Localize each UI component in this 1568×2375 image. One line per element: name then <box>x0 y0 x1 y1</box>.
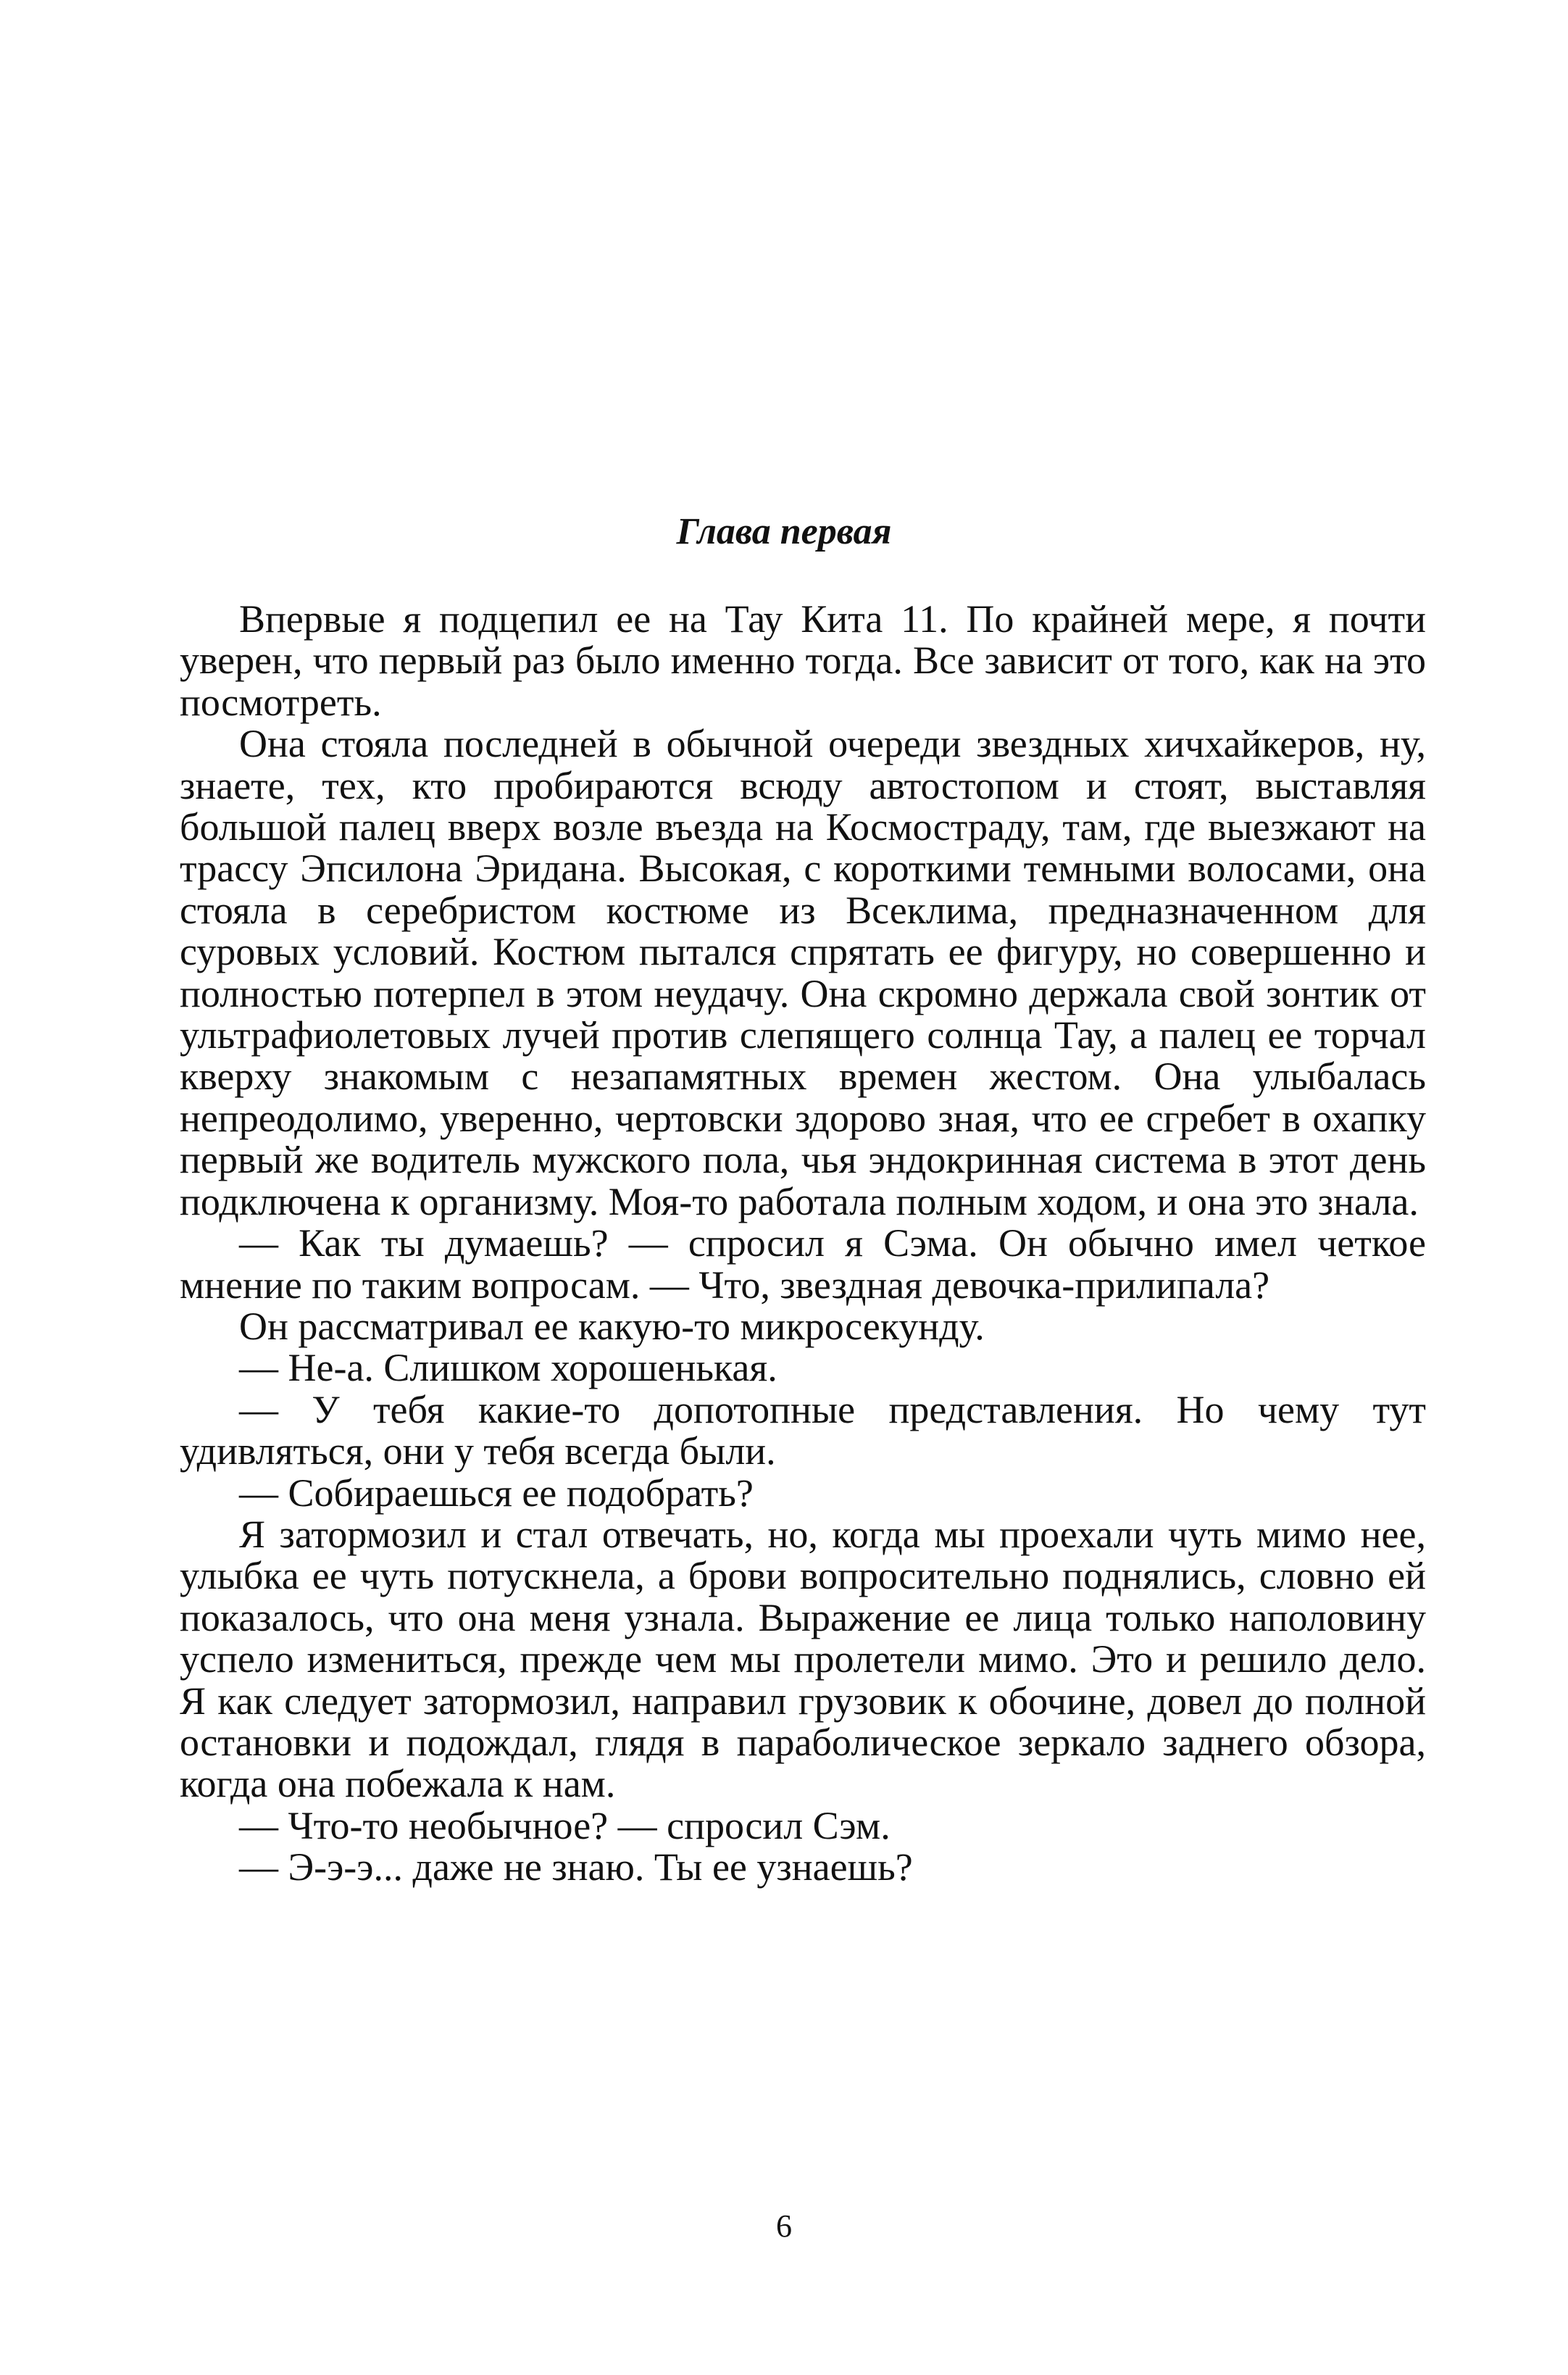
paragraph: Он рассматривал ее какую-то микросекунду. <box>239 1304 985 1348</box>
body-text <box>180 599 1426 1889</box>
paragraph: — Собираешься ее подобрать? <box>239 1471 754 1515</box>
chapter-title: Глава первая <box>676 511 892 552</box>
paragraph: — Как ты думаешь? — спросил я Сэма. Он обычно имел четкое мнение по таким вопросам. — Что, звездная девочка-прилипала? <box>180 1221 1426 1307</box>
paragraph: Я затормозил и стал отвечать, но, когда мы проехали чуть мимо нее, улыбка ее чуть потускнела, а брови вопросительно поднялись, словно ей показалось, что она меня узнала. Выражение ее лица только наполовину успело измениться, прежде чем мы пролетели мимо. Это и решило дело. Я как следует затормозил, направил грузовик к обочине, довел до полной остановки и подождал, глядя в параболическое зеркало заднего обзора, когда она побежала к нам. <box>180 1512 1426 1806</box>
paragraph: Впервые я подцепил ее на Тау Кита 11. По крайней мере, я почти уверен, что первый раз было именно тогда. Все зависит от того, как на это посмотреть. <box>180 597 1426 724</box>
paragraph: — Не-а. Слишком хорошенькая. <box>239 1346 777 1390</box>
page-number: 6 <box>776 2208 792 2244</box>
paragraph: — У тебя какие-то допотопные представления. Но чему тут удивляться, они у тебя всегда были. <box>180 1387 1426 1473</box>
paragraph: — Что-то необычное? — спросил Сэм. <box>239 1803 891 1847</box>
paragraph: Она стояла последней в обычной очереди звездных хичхайкеров, ну, знаете, тех, кто пробираются всюду автостопом и стоят, выставляя большой палец вверх возле въезда на Космостраду, там, где выезжают на трассу Эпсилона Эридана. Высокая, с короткими темными волосами, она стояла в серебристом костюме из Всеклима, предназначенном для суровых условий. Костюм пытался спрятать ее фигуру, но совершенно и полностью потерпел в этом неудачу. Она скромно держала свой зонтик от ультрафиолетовых лучей против слепящего солнца Тау, а палец ее торчал кверху знакомым с незапамятных времен жестом. Она улыбалась непреодолимо, уверенно, чертовски здорово зная, что ее сгребет в охапку первый же водитель мужского пола, чья эндокринная система в этот день подключена к организму. Моя-то работала полным ходом, и она это знала. <box>180 722 1426 1223</box>
paragraph: — Э-э-э... даже не знаю. Ты ее узнаешь? <box>239 1845 913 1889</box>
